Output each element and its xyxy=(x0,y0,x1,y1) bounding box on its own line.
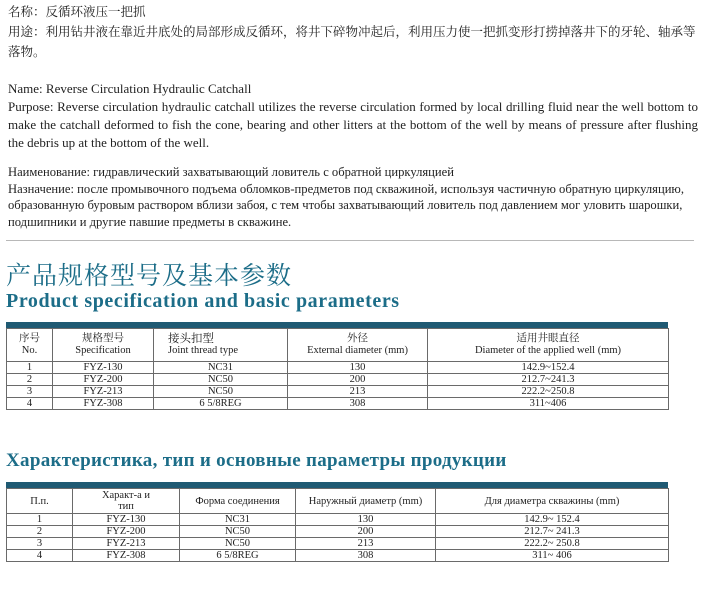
header-spec: Характ-а и тип xyxy=(73,489,180,514)
table-row: 3 FYZ-213 NC50 213 222.2~250.8 xyxy=(7,386,669,398)
table-row: 2 FYZ-200 NC50 200 212.7~ 241.3 xyxy=(7,526,669,538)
header-no: 序号 No. xyxy=(7,329,53,362)
ru-name: Наименование: гидравлический захватывающий ловитель с обратной циркуляцией xyxy=(8,165,454,179)
header-od: 外径 External diameter (mm) xyxy=(288,329,428,362)
table-row: 3 FYZ-213 NC50 213 222.2~ 250.8 xyxy=(7,538,669,550)
cn-intro xyxy=(8,2,698,62)
header-well: 适用井眼直径 Diameter of the applied well (mm) xyxy=(428,329,669,362)
header-well: Для диаметра скважины (mm) xyxy=(436,489,669,514)
section2-title-ru: Характеристика, тип и основные параметры продукции xyxy=(6,450,507,471)
cn-name: 名称：反循环液压一把抓 xyxy=(8,4,146,19)
section1-title-en: Product specification and basic parameters xyxy=(6,290,400,312)
table-row: 2 FYZ-200 NC50 200 212.7~241.3 xyxy=(7,374,669,386)
header-od: Наружный диаметр (mm) xyxy=(296,489,436,514)
en-name: Name: Reverse Circulation Hydraulic Catchall xyxy=(8,81,252,96)
en-purpose: Purpose: Reverse circulation hydraulic catchall utilizes the reverse circulation formed by local drilling fluid near the well bottom to make the catchall deformed to fish the cone, bearing and other litters at the bottom of the well by means of pressure after flushing the debris up at the bottom of the well. xyxy=(8,99,698,150)
header-no: П.п. xyxy=(7,489,73,514)
table-row: 1 FYZ-130 NC31 130 142.9~152.4 xyxy=(7,362,669,374)
divider xyxy=(6,240,694,241)
ru-purpose: Назначение: после промывочного подъема обломков-предметов под скважиной, используя частичную обратную циркуляцию, образованную буровым раствором вблизи забоя, с тем чтобы захватывающий ловитель под давлением мог уловить шарошки, подшипники и другие павшие предметы в скважине. xyxy=(8,181,684,229)
section1-title-cn: 产品规格型号及基本参数 xyxy=(6,261,293,290)
header-spec: 规格型号 Specification xyxy=(53,329,154,362)
header-joint: Форма соединения xyxy=(180,489,296,514)
spec-table-1 xyxy=(6,328,669,410)
en-intro xyxy=(8,80,698,152)
table-header-row xyxy=(7,489,669,514)
ru-intro xyxy=(8,164,698,230)
table-row: 4 FYZ-308 6 5/8REG 308 311~406 xyxy=(7,398,669,410)
header-joint: 接头扣型 Joint thread type xyxy=(154,329,288,362)
cn-purpose: 用途：利用钻井液在靠近井底处的局部形成反循环，将井下碎物冲起后，利用压力使一把抓变形打捞掉落井下的牙轮、轴承等落物。 xyxy=(8,24,696,59)
table-row: 4 FYZ-308 6 5/8REG 308 311~ 406 xyxy=(7,550,669,562)
table-row: 1 FYZ-130 NC31 130 142.9~ 152.4 xyxy=(7,514,669,526)
table-header-row xyxy=(7,329,669,362)
spec-table-2 xyxy=(6,488,669,562)
